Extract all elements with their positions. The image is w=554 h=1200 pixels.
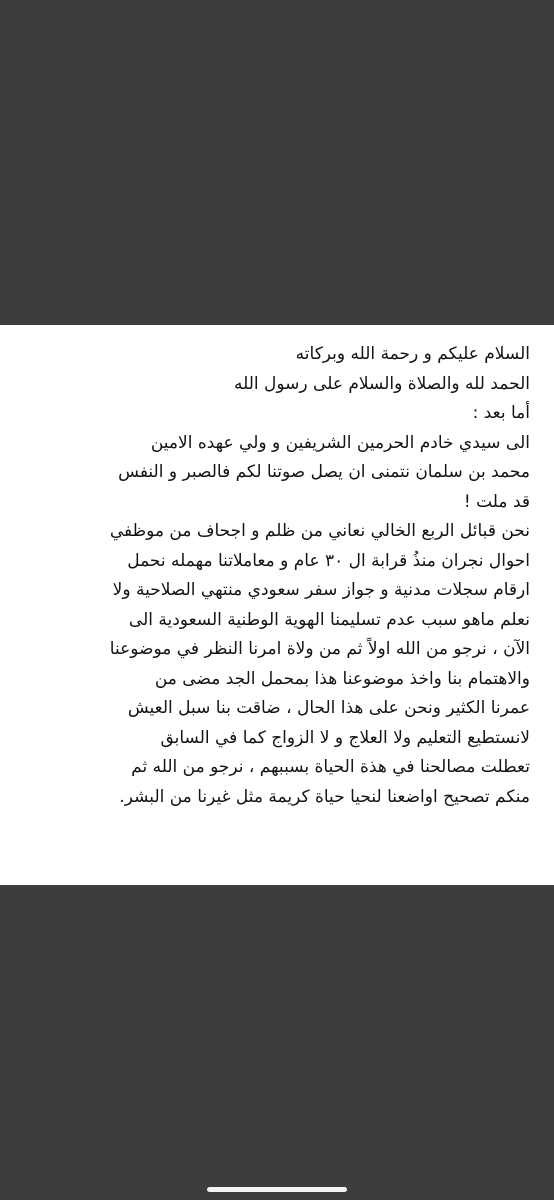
letter-line: عمرنا الكثير ونحن على هذا الحال ، ضاقت بنا سبل العيش — [127, 698, 530, 718]
home-indicator[interactable] — [207, 1187, 347, 1192]
letter-line-opening: أما بعد : — [472, 403, 530, 423]
letter-line-greeting: السلام عليكم و رحمة الله وبركاته — [295, 344, 530, 364]
letter-line: قد ملت ! — [463, 491, 530, 512]
letter-line: محمد بن سلمان نتمنى ان يصل صوتنا لكم فالصبر و النفس — [118, 462, 530, 482]
letter-line-praise: الحمد لله والصلاة والسلام على رسول الله — [234, 373, 530, 394]
top-dark-band — [0, 0, 554, 325]
letter-line: الى سيدي خادم الحرمين الشريفين و ولي عهده الامين — [150, 432, 530, 453]
letter-line: ارقام سجلات مدنية و جواز سفر سعودي منتهي الصلاحية ولا — [112, 580, 530, 600]
letter-line: والاهتمام بنا واخذ موضوعنا هذا بمحمل الجد مضى من — [154, 668, 530, 689]
letter-line: نعلم ماهو سبب عدم تسليمنا الهوية الوطنية السعودية الى — [128, 609, 530, 630]
letter-line-closing: منكم تصحيح اواضعنا لنحيا حياة كريمة مثل غيرنا من البشر. — [119, 786, 530, 807]
letter-line: احوال نجران منذُ قرابة ال ٣٠ عام و معاملاتنا مهمله نحمل — [127, 550, 530, 571]
bottom-dark-band — [0, 885, 554, 1200]
letter-text — [28, 340, 530, 812]
letter-line: تعطلت مصالحنا في هذة الحياة بسببهم ، نرجو من الله ثم — [131, 757, 530, 777]
letter-line: لانستطيع التعليم ولا العلاج و لا الزواج كما في السابق — [160, 727, 530, 748]
letter-line: الآن ، نرجو من الله اولاً ثم من ولاة امرنا النظر في موضوعنا — [109, 639, 530, 659]
letter-line: نحن قبائل الربع الخالي نعاني من ظلم و اجحاف من موظفي — [109, 521, 530, 541]
